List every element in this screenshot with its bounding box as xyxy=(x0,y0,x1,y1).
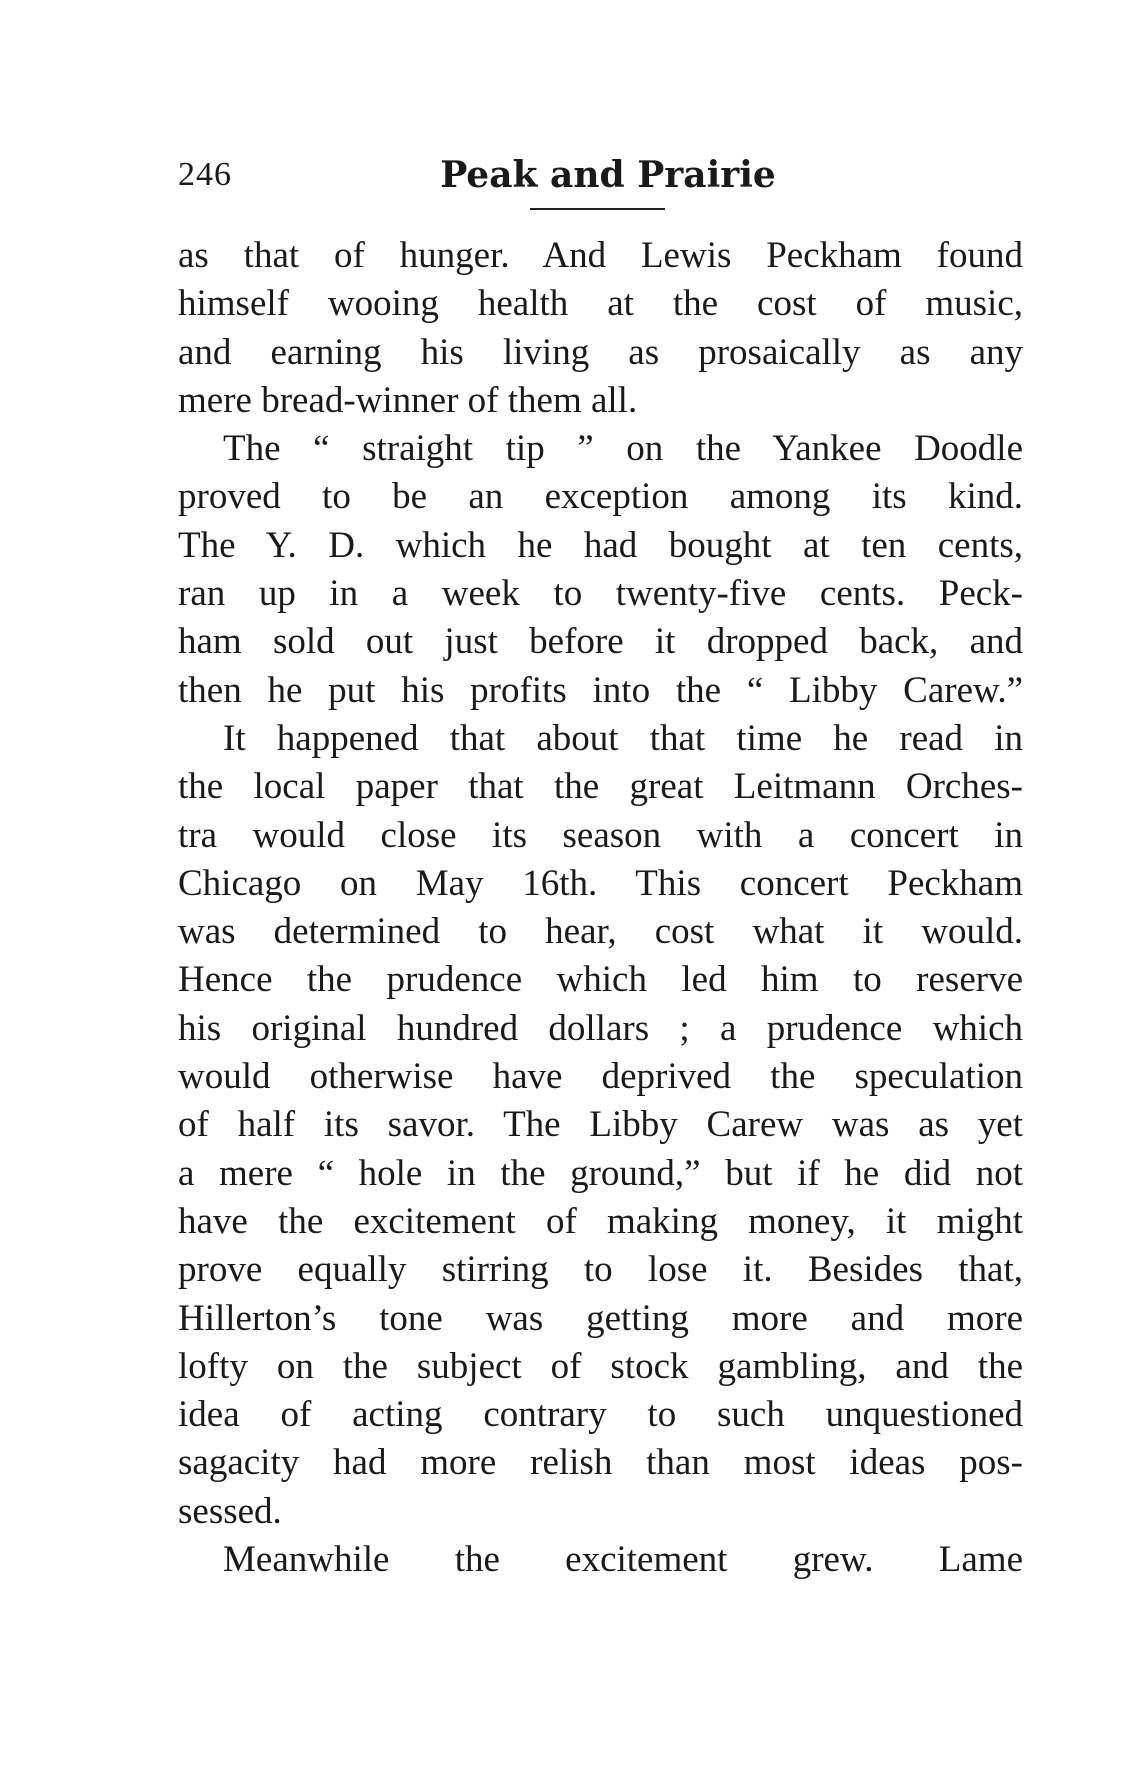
text-line: The Y. D. which he had bought at ten cents, xyxy=(178,524,1023,566)
text-line: as that of hunger. And Lewis Peckham found xyxy=(178,235,1023,276)
text-line: was determined to hear, cost what it would. xyxy=(178,911,1023,953)
text-line: the local paper that the great Leitmann Orches- xyxy=(178,766,1023,808)
text-line: ham sold out just before it dropped back, and xyxy=(178,621,1023,663)
text-line: tra would close its season with a concert in xyxy=(178,814,1023,856)
text-line: Hillerton’s tone was getting more and more xyxy=(178,1297,1023,1339)
text-line: himself wooing health at the cost of music, xyxy=(178,283,1023,325)
text-line: mere bread-winner of them all. xyxy=(178,379,638,421)
text-line: would otherwise have deprived the speculation xyxy=(178,1056,1023,1098)
text-line: Chicago on May 16th. This concert Peckham xyxy=(178,862,1023,904)
body-text xyxy=(178,232,1023,1584)
running-head xyxy=(178,150,1018,200)
text-line: Hence the prudence which led him to reserve xyxy=(178,959,1023,1001)
text-line: Meanwhile the excitement grew. Lame xyxy=(223,1539,1023,1581)
text-line: sagacity had more relish than most ideas pos- xyxy=(178,1442,1023,1484)
text-line: proved to be an exception among its kind. xyxy=(178,476,1023,518)
text-line: his original hundred dollars ; a prudence which xyxy=(178,1007,1023,1049)
book-title: Peak and Prairie xyxy=(440,154,776,196)
text-line: then he put his profits into the “ Libby Carew.” xyxy=(178,669,1023,711)
page-number: 246 xyxy=(178,156,232,193)
header-rule xyxy=(530,208,665,210)
text-line: ran up in a week to twenty-five cents. Peck- xyxy=(178,573,1023,615)
text-line: sessed. xyxy=(178,1490,282,1532)
text-line: It happened that about that time he read in xyxy=(223,717,1023,759)
text-line: and earning his living as prosaically as any xyxy=(178,331,1023,373)
text-line: idea of acting contrary to such unquestioned xyxy=(178,1394,1023,1436)
text-line: The “ straight tip ” on the Yankee Doodle xyxy=(223,428,1023,470)
text-line: prove equally stirring to lose it. Besides that, xyxy=(178,1249,1023,1291)
text-line: a mere “ hole in the ground,” but if he did not xyxy=(178,1152,1023,1194)
text-line: lofty on the subject of stock gambling, and the xyxy=(178,1345,1023,1387)
text-line: have the excitement of making money, it might xyxy=(178,1200,1023,1242)
text-line: of half its savor. The Libby Carew was as yet xyxy=(178,1104,1023,1146)
